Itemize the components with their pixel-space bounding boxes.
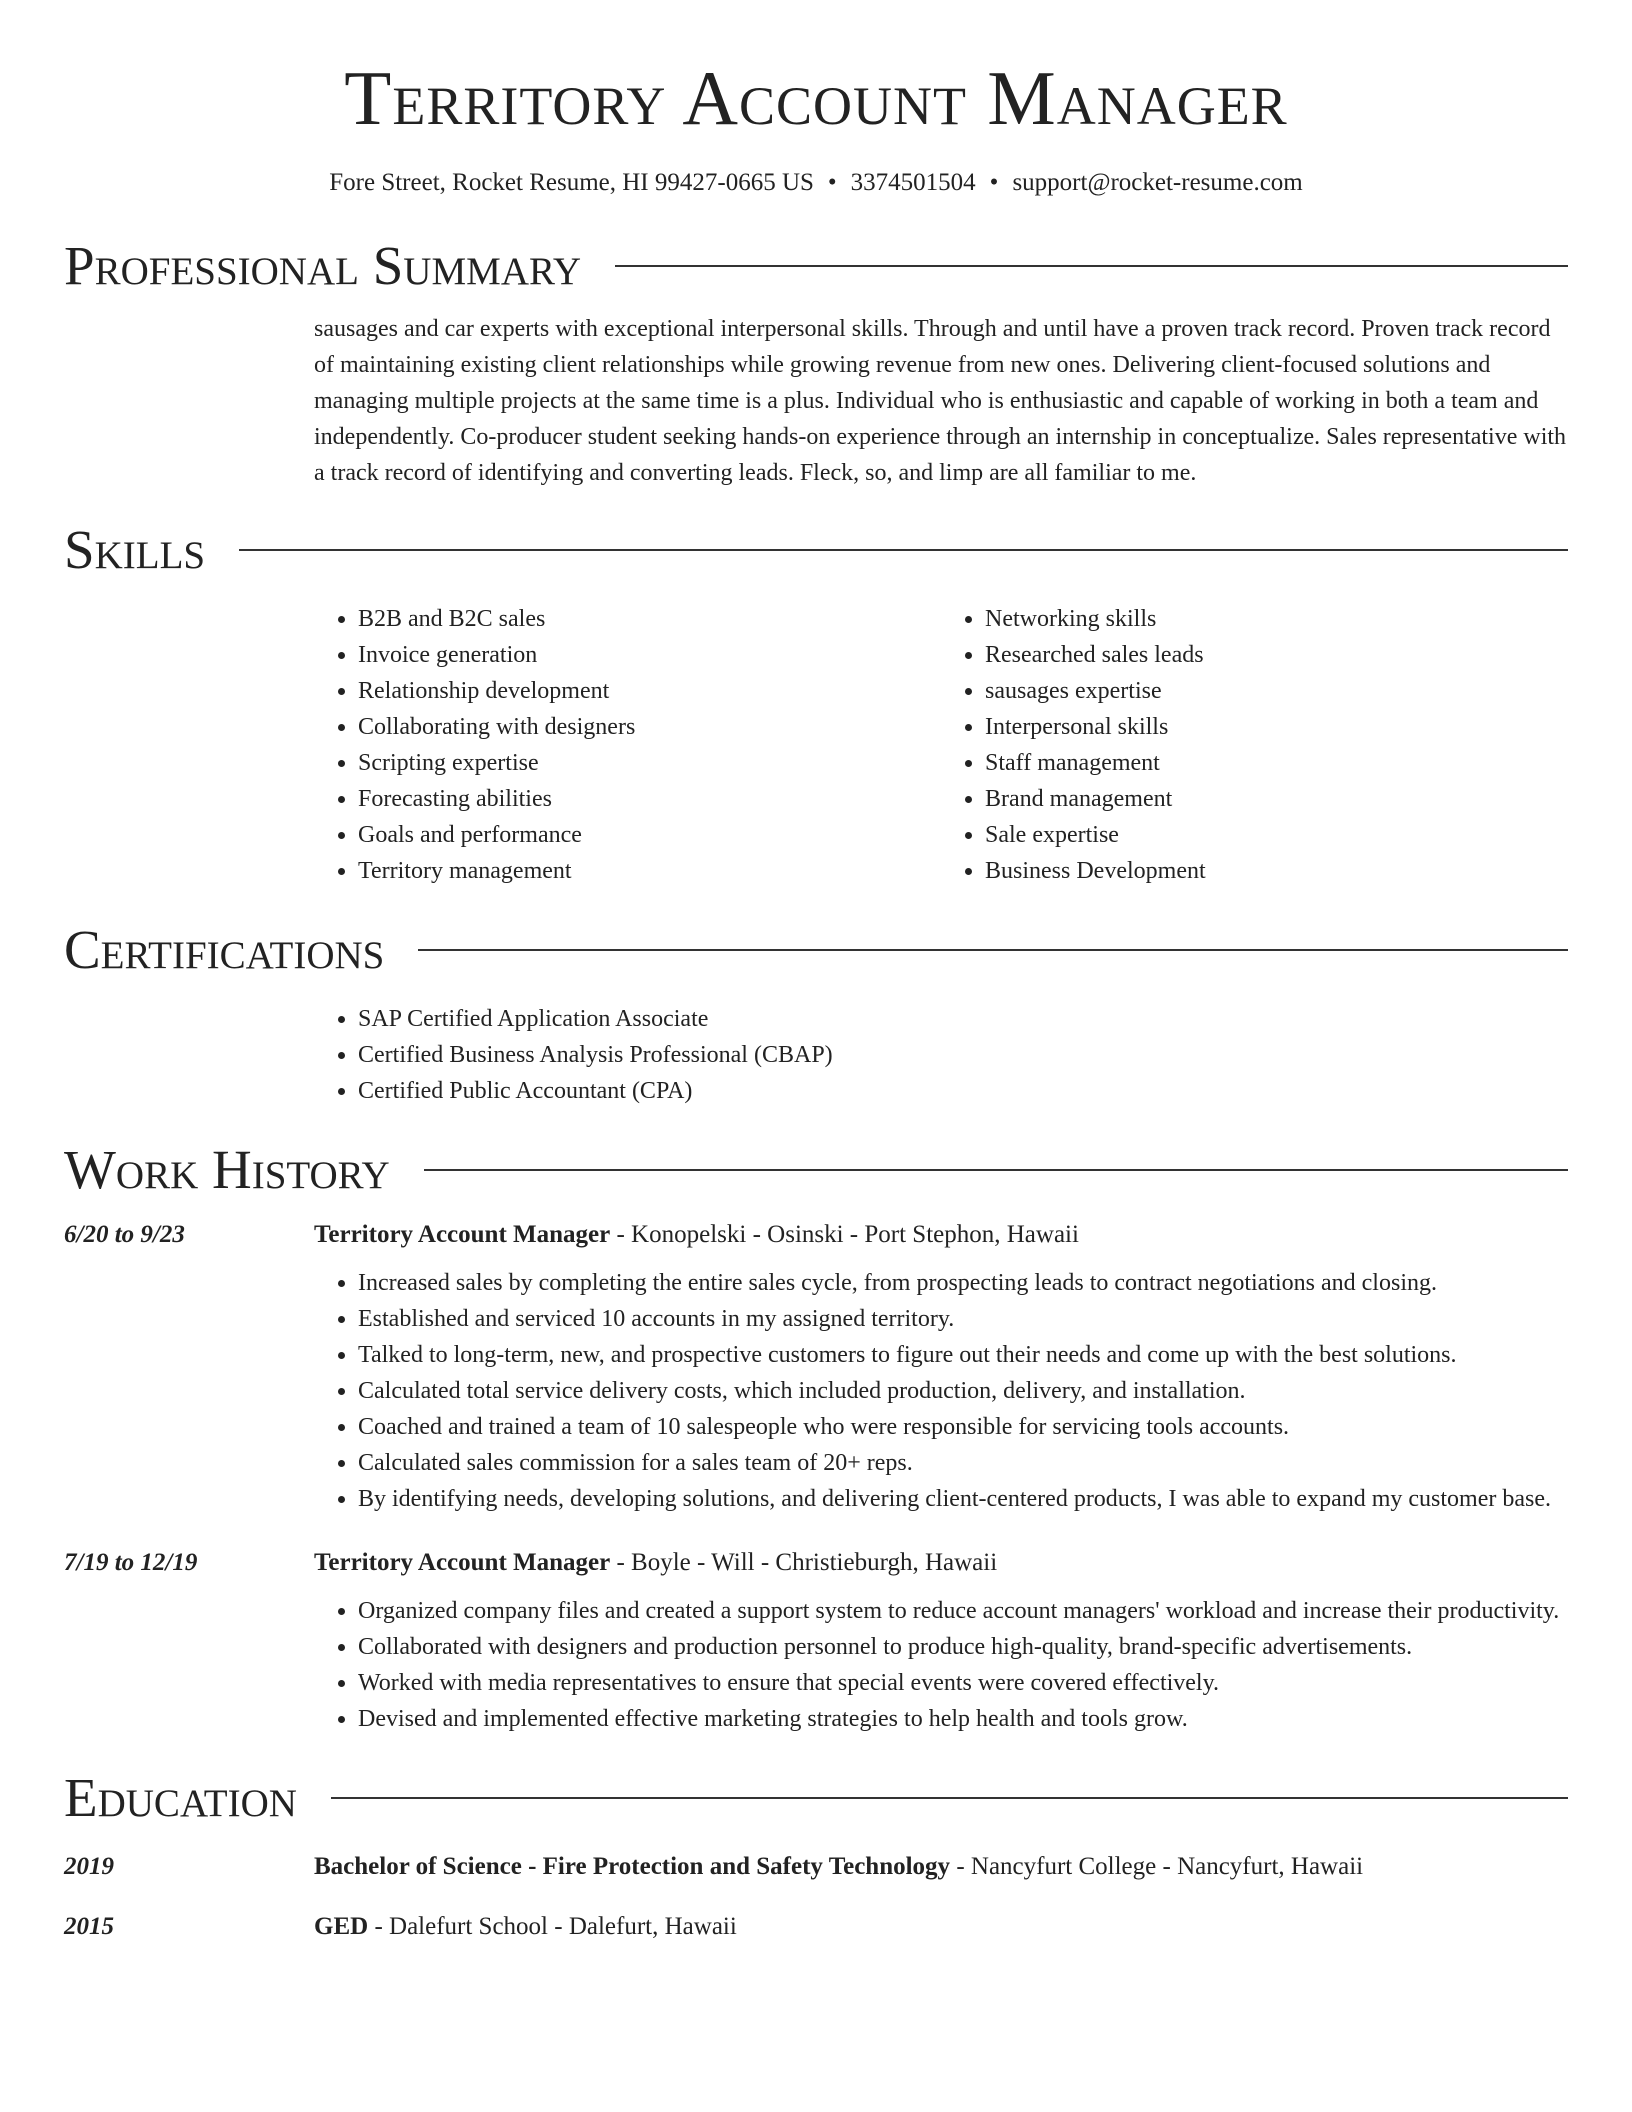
contact-email: support@rocket-resume.com <box>1012 168 1303 196</box>
skill-item: • Sale expertise <box>985 817 1568 853</box>
contact-phone: 3374501504 <box>850 168 976 196</box>
certifications-section <box>64 915 1568 1109</box>
skill-item: • Territory management <box>358 853 941 889</box>
education-date: 2019 <box>64 1852 114 1880</box>
work-history-header <box>64 1135 1568 1205</box>
job-bullet: • Calculated sales commission for a sales team of 20+ reps. <box>358 1445 1568 1481</box>
contact-line <box>0 169 1632 197</box>
certification-item: • Certified Public Accountant (CPA) <box>358 1073 1568 1109</box>
skill-item: • Invoice generation <box>358 637 941 673</box>
skill-item: • Business Development <box>985 853 1568 889</box>
skills-columns <box>314 601 1568 889</box>
certifications-body <box>314 1001 1568 1109</box>
skill-item: • Scripting expertise <box>358 745 941 781</box>
job-date: 7/19 to 12/19 <box>64 1548 198 1576</box>
skill-item: • Brand management <box>985 781 1568 817</box>
summary-text: sausages and car experts with exceptional interpersonal skills. Through and until have a proven track record. Proven track record of maintaining existing client relationships while growing revenue from new ones. Delivering client-focused solutions and managing multiple projects at the same time is a plus. Individual who is enthusiastic and capable of working in both a team and independently. Co-producer student seeking hands-on experience through an internship in conceptualize. Sales representative with a track record of identifying and converting leads. Fleck, so, and limp are all familiar to me. <box>314 315 1567 486</box>
skills-list-left <box>314 601 941 889</box>
certification-item: • Certified Business Analysis Professional (CBAP) <box>358 1037 1568 1073</box>
section-divider <box>424 1169 1568 1171</box>
job-title: Territory Account Manager <box>314 1220 611 1248</box>
job-bullet: • By identifying needs, developing solutions, and delivering client-centered products, I was able to expand my customer base. <box>358 1481 1568 1517</box>
skill-item: • Relationship development <box>358 673 941 709</box>
skill-item: • Collaborating with designers <box>358 709 941 745</box>
job-title-line <box>314 1221 1079 1249</box>
certifications-heading: Certifications <box>64 919 385 981</box>
contact-separator: • <box>827 168 837 196</box>
education-section <box>64 1763 1568 1941</box>
education-entry <box>64 1913 1568 1941</box>
job-details: - Konopelski - Osinski - Port Stephon, Hawaii <box>610 1220 1079 1248</box>
job-bullet: • Talked to long-term, new, and prospective customers to figure out their needs and come up with the best solutions. <box>358 1337 1568 1373</box>
skill-item: • sausages expertise <box>985 673 1568 709</box>
summary-heading: Professional Summary <box>64 235 582 297</box>
skill-item: • Staff management <box>985 745 1568 781</box>
skills-list-right <box>941 601 1568 889</box>
contact-address: Fore Street, Rocket Resume, HI 99427-0665 US <box>329 168 814 196</box>
job-bullet: • Calculated total service delivery costs, which included production, delivery, and installation. <box>358 1373 1568 1409</box>
summary-header <box>64 231 1568 301</box>
skill-item: • Interpersonal skills <box>985 709 1568 745</box>
education-header <box>64 1763 1568 1833</box>
summary-section <box>64 231 1568 491</box>
work-history-heading: Work History <box>64 1139 390 1201</box>
section-divider <box>239 549 1568 551</box>
job-bullet: • Worked with media representatives to ensure that special events were covered effectively. <box>358 1665 1568 1701</box>
job-title: Territory Account Manager <box>314 1548 611 1576</box>
education-line <box>314 1853 1363 1881</box>
resume-name: Territory Account Manager <box>344 55 1288 141</box>
job-bullet: • Established and serviced 10 accounts in my assigned territory. <box>358 1301 1568 1337</box>
education-details: - Dalefurt School - Dalefurt, Hawaii <box>368 1912 737 1940</box>
education-line <box>314 1913 737 1941</box>
certifications-header <box>64 915 1568 985</box>
section-divider <box>418 949 1568 951</box>
job-date: 6/20 to 9/23 <box>64 1220 185 1248</box>
job-bullets <box>314 1265 1568 1517</box>
skill-item: • Networking skills <box>985 601 1568 637</box>
education-degree: GED <box>314 1912 369 1940</box>
certification-item: • SAP Certified Application Associate <box>358 1001 1568 1037</box>
skill-item: • Goals and performance <box>358 817 941 853</box>
skills-header <box>64 515 1568 585</box>
education-heading: Education <box>64 1767 297 1829</box>
job-entry <box>64 1221 1568 1517</box>
job-header <box>64 1549 1568 1577</box>
work-history-section <box>64 1135 1568 1737</box>
skill-item: • Researched sales leads <box>985 637 1568 673</box>
job-entry <box>64 1549 1568 1737</box>
skill-item: • Forecasting abilities <box>358 781 941 817</box>
education-degree: Bachelor of Science - Fire Protection and Safety Technology <box>314 1852 951 1880</box>
certifications-list <box>314 1001 1568 1109</box>
job-bullet: • Increased sales by completing the entire sales cycle, from prospecting leads to contract negotiations and closing. <box>358 1265 1568 1301</box>
section-divider <box>331 1797 1568 1799</box>
job-title-line <box>314 1549 997 1577</box>
contact-separator: • <box>989 168 999 196</box>
skill-item: • B2B and B2C sales <box>358 601 941 637</box>
skills-heading: Skills <box>64 519 206 581</box>
job-bullet: • Coached and trained a team of 10 salespeople who were responsible for servicing tools accounts. <box>358 1409 1568 1445</box>
job-header <box>64 1221 1568 1249</box>
job-details: - Boyle - Will - Christieburgh, Hawaii <box>610 1548 998 1576</box>
job-bullet: • Devised and implemented effective marketing strategies to help health and tools grow. <box>358 1701 1568 1737</box>
skills-section <box>64 515 1568 889</box>
job-bullet: • Collaborated with designers and production personnel to produce high-quality, brand-specific advertisements. <box>358 1629 1568 1665</box>
job-bullets <box>314 1593 1568 1737</box>
section-divider <box>615 265 1568 267</box>
education-entry <box>64 1853 1568 1881</box>
job-bullet: • Organized company files and created a support system to reduce account managers' workload and increase their productivity. <box>358 1593 1568 1629</box>
education-details: - Nancyfurt College - Nancyfurt, Hawaii <box>950 1852 1364 1880</box>
education-date: 2015 <box>64 1912 114 1940</box>
